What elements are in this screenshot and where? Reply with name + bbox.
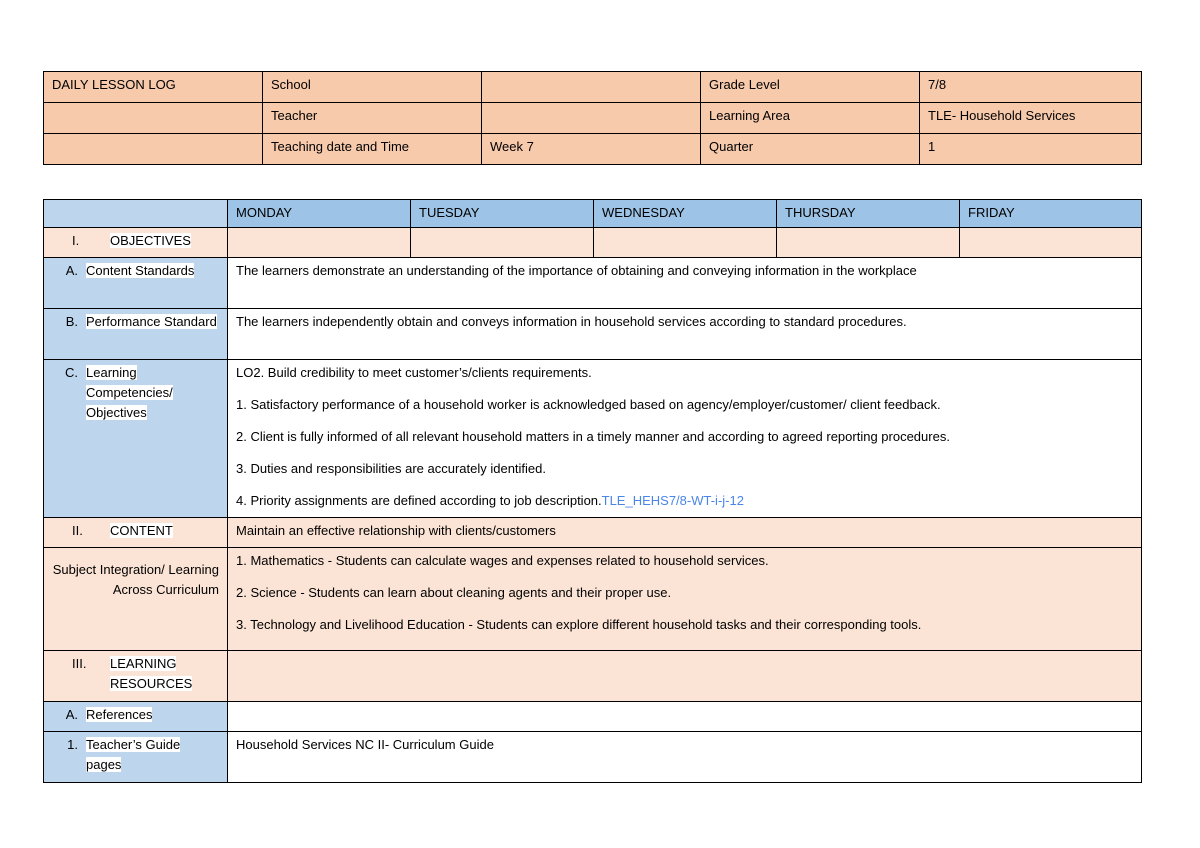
integration-content-cell[interactable]	[228, 548, 1142, 651]
objectives-number: I.	[72, 233, 80, 248]
competency-lo2: LO2. Build credibility to meet customer’s/clients requirements.	[236, 365, 592, 380]
corner-cell	[44, 200, 228, 228]
objectives-monday-cell[interactable]	[228, 228, 411, 258]
header-row-date	[44, 134, 1142, 165]
competency-item-4-text: 4. Priority assignments are defined according to job description.	[236, 493, 602, 508]
competencies-number: C.	[65, 365, 78, 380]
teachers-guide-text[interactable]: Household Services NC II- Curriculum Guide	[228, 732, 1142, 783]
school-label: School	[263, 72, 482, 103]
integration-label-cell	[44, 548, 228, 651]
content-standards-label-cell	[44, 258, 228, 309]
teacher-label: Teacher	[263, 103, 482, 134]
integration-label: Subject Integration/ Learning Across Curriculum	[52, 562, 219, 597]
integration-item-1: 1. Mathematics - Students can calculate wages and expenses related to household services.	[236, 553, 769, 568]
objectives-thursday-cell[interactable]	[777, 228, 960, 258]
references-label: References	[86, 707, 153, 722]
content-label-cell	[44, 518, 228, 548]
objectives-label-cell	[44, 228, 228, 258]
day-friday: FRIDAY	[960, 200, 1142, 228]
day-monday: MONDAY	[228, 200, 411, 228]
teaching-date-label: Teaching date and Time	[263, 134, 482, 165]
content-number: II.	[72, 523, 83, 538]
performance-standard-number: B.	[65, 314, 78, 329]
school-value[interactable]	[482, 72, 701, 103]
resources-label: LEARNING RESOURCES	[110, 656, 193, 691]
objectives-row	[44, 228, 1142, 258]
quarter-value[interactable]: 1	[920, 134, 1142, 165]
day-thursday: THURSDAY	[777, 200, 960, 228]
resources-row	[44, 651, 1142, 702]
resources-content-cell[interactable]	[228, 651, 1142, 702]
lesson-log-title: DAILY LESSON LOG	[44, 72, 263, 103]
objectives-tuesday-cell[interactable]	[411, 228, 594, 258]
objectives-wednesday-cell[interactable]	[594, 228, 777, 258]
competencies-label: Learning Competencies/ Objectives	[86, 365, 173, 420]
content-row	[44, 518, 1142, 548]
resources-number: III.	[72, 656, 87, 671]
header-table	[43, 71, 1142, 165]
integration-item-3: 3. Technology and Livelihood Education - Students can explore different household tasks and their corresponding tools.	[236, 617, 922, 632]
integration-item-2: 2. Science - Students can learn about cleaning agents and their proper use.	[236, 585, 672, 600]
day-wednesday: WEDNESDAY	[594, 200, 777, 228]
content-standards-label: Content Standards	[86, 263, 195, 278]
competency-item-3: 3. Duties and responsibilities are accurately identified.	[236, 461, 547, 476]
quarter-label: Quarter	[701, 134, 920, 165]
objectives-label: OBJECTIVES	[110, 233, 191, 248]
objectives-friday-cell[interactable]	[960, 228, 1142, 258]
header-empty-cell	[44, 103, 263, 134]
content-text[interactable]: Maintain an effective relationship with clients/customers	[228, 518, 1142, 548]
competency-item-2: 2. Client is fully informed of all relevant household matters in a timely manner and according to agreed reporting procedures.	[236, 429, 950, 444]
header-row-school	[44, 72, 1142, 103]
performance-standard-label-cell	[44, 309, 228, 360]
competencies-row	[44, 360, 1142, 518]
references-number: A.	[65, 707, 78, 722]
days-header-row	[44, 200, 1142, 228]
competency-item-1: 1. Satisfactory performance of a household worker is acknowledged based on agency/employer/customer/ client feedback.	[236, 397, 941, 412]
teachers-guide-label-cell	[44, 732, 228, 783]
content-standards-number: A.	[65, 263, 78, 278]
teachers-guide-label: Teacher’s Guide pages	[86, 737, 181, 772]
references-content-cell[interactable]	[228, 702, 1142, 732]
content-standards-row	[44, 258, 1142, 309]
performance-standard-text[interactable]: The learners independently obtain and conveys information in household services according to standard procedures.	[228, 309, 1142, 360]
learning-area-label: Learning Area	[701, 103, 920, 134]
teachers-guide-number: 1.	[67, 737, 78, 752]
content-standards-text[interactable]: The learners demonstrate an understanding of the importance of obtaining and conveying information in the workplace	[228, 258, 1142, 309]
header-empty-cell	[44, 134, 263, 165]
competencies-label-cell	[44, 360, 228, 518]
grade-level-value[interactable]: 7/8	[920, 72, 1142, 103]
lesson-table	[43, 199, 1142, 783]
performance-standard-label: Performance Standard	[86, 314, 217, 329]
teacher-value[interactable]	[482, 103, 701, 134]
header-row-teacher	[44, 103, 1142, 134]
learning-area-value[interactable]: TLE- Household Services	[920, 103, 1142, 134]
competency-code: TLE_HEHS7/8-WT-i-j-12	[601, 493, 744, 508]
competencies-content-cell[interactable]	[228, 360, 1142, 518]
teachers-guide-row	[44, 732, 1142, 783]
references-label-cell	[44, 702, 228, 732]
references-row	[44, 702, 1142, 732]
competency-item-4	[236, 491, 1133, 511]
day-tuesday: TUESDAY	[411, 200, 594, 228]
grade-level-label: Grade Level	[701, 72, 920, 103]
teaching-date-value[interactable]: Week 7	[482, 134, 701, 165]
integration-row	[44, 548, 1142, 651]
resources-label-cell	[44, 651, 228, 702]
performance-standard-row	[44, 309, 1142, 360]
content-label: CONTENT	[110, 523, 173, 538]
